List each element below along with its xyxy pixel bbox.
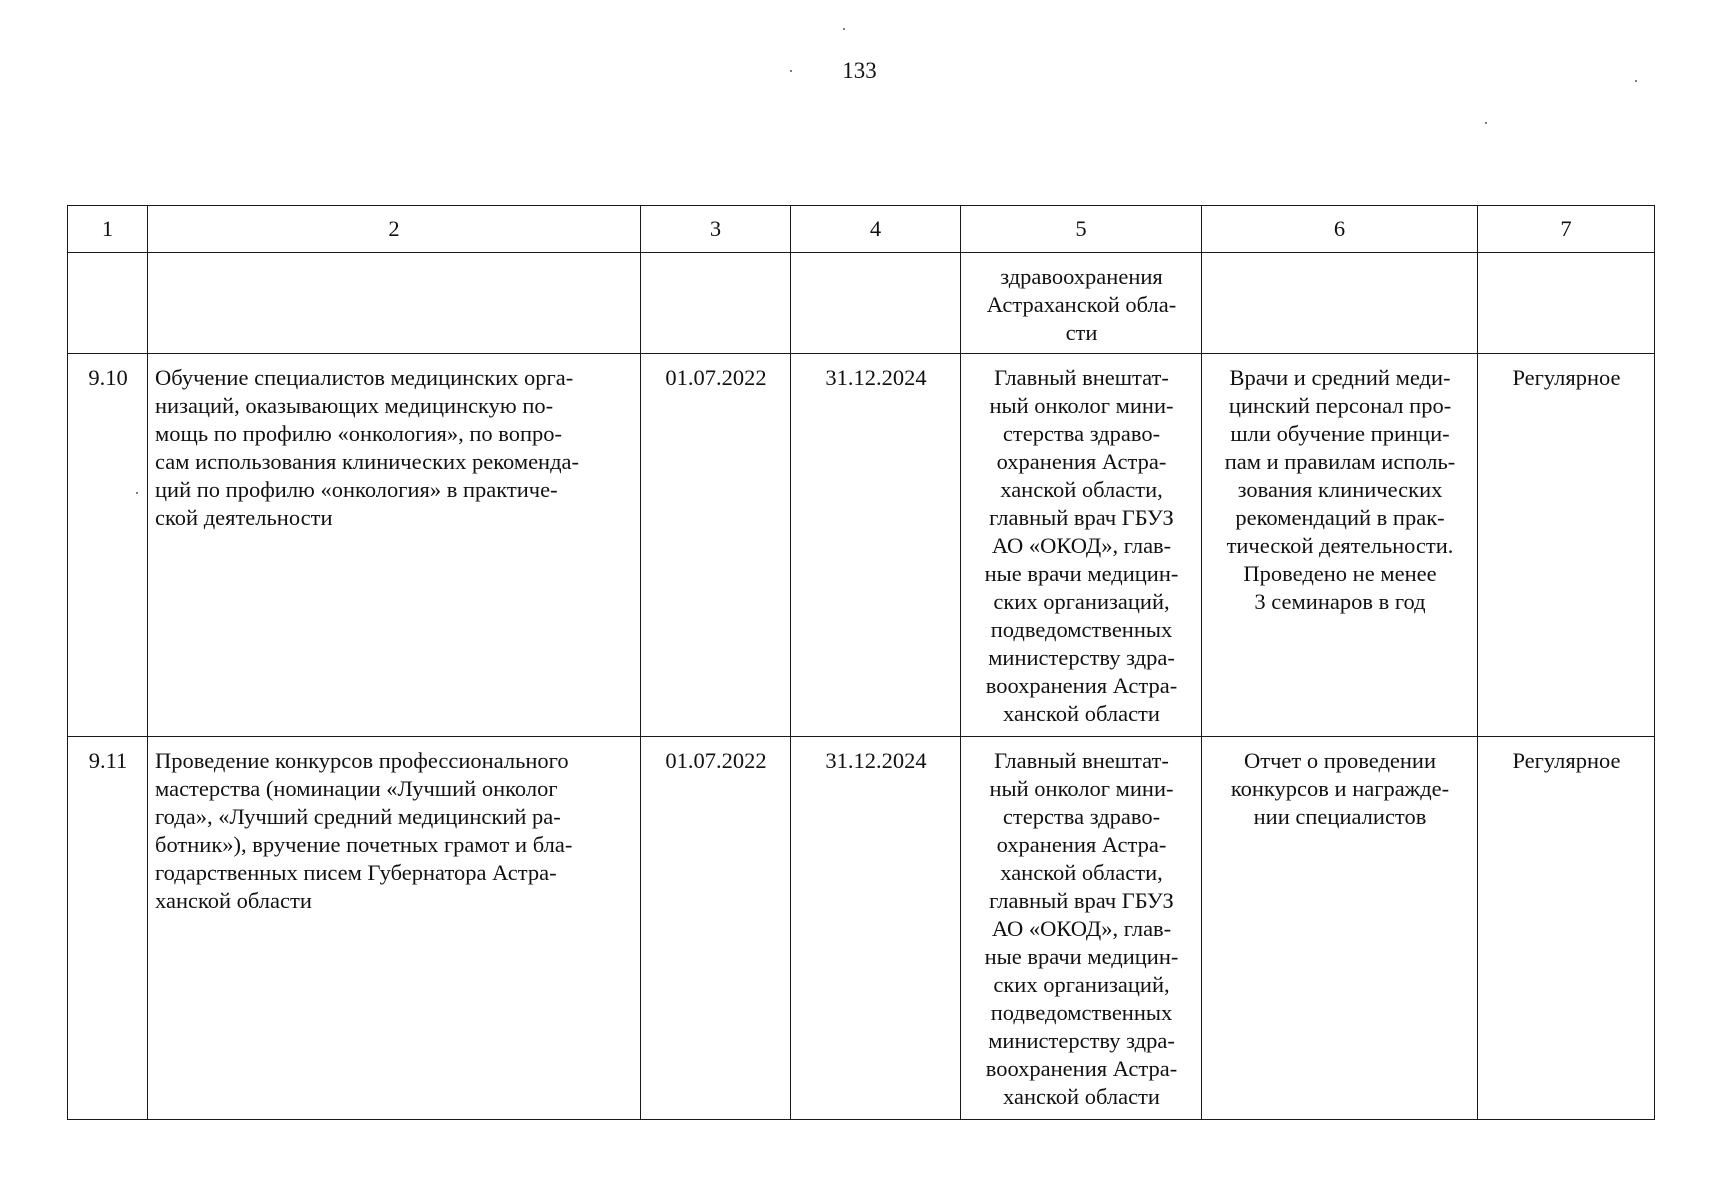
scan-speck bbox=[136, 492, 138, 494]
responsible: Главный внештат- ный онколог мини- стерства здраво- охранения Астра- ханской области, главный врач ГБУЗ АО «ОКОД», глав- ные врачи медицин- ских организаций, подведомственных министерству здра- воохранения Астра- ханской области bbox=[961, 354, 1202, 737]
continuation-row bbox=[68, 253, 1655, 354]
activity-name: Проведение конкурсов профессионального мастерства (номинации «Лучший онколог года», «Лучший средний медицинский ра- ботник»), вручение почетных грамот и бла- годарственных писем Губернатора Астра- ханской области bbox=[148, 737, 641, 1120]
header-col-3: 3 bbox=[641, 206, 791, 253]
end-date: 31.12.2024 bbox=[791, 737, 961, 1120]
responsible: Главный внештат- ный онколог мини- стерства здраво- охранения Астра- ханской области, главный врач ГБУЗ АО «ОКОД», глав- ные врачи медицин- ских организаций, подведомственных министерству здра- воохранения Астра- ханской области bbox=[961, 737, 1202, 1120]
start-date: 01.07.2022 bbox=[641, 737, 791, 1120]
scan-speck bbox=[1485, 122, 1487, 124]
header-col-2: 2 bbox=[148, 206, 641, 253]
expected-result: Врачи и средний меди- цинский персонал про- шли обучение принци- пам и правилам исполь- зования клинических рекомендаций в прак- тической деятельности. Проведено не менее 3 семинаров в год bbox=[1202, 354, 1478, 737]
cont-cell-responsible: здравоохранения Астраханской обла- сти bbox=[961, 253, 1202, 354]
scan-speck bbox=[790, 70, 792, 72]
table-row-9-10 bbox=[68, 354, 1655, 737]
header-col-4: 4 bbox=[791, 206, 961, 253]
table-row-9-11 bbox=[68, 737, 1655, 1120]
start-date: 01.07.2022 bbox=[641, 354, 791, 737]
activity-type: Регулярное bbox=[1478, 354, 1655, 737]
row-number: 9.11 bbox=[68, 737, 148, 1120]
cont-cell-1 bbox=[68, 253, 148, 354]
scan-speck bbox=[843, 28, 845, 30]
activity-type: Регулярное bbox=[1478, 737, 1655, 1120]
header-col-6: 6 bbox=[1202, 206, 1478, 253]
activity-name: Обучение специалистов медицинских орга- низаций, оказывающих медицинскую по- мощь по профилю «онкология», по вопро- сам использования клинических рекоменда- ций по профилю «онкология» в практиче- ской деятельности bbox=[148, 354, 641, 737]
header-col-5: 5 bbox=[961, 206, 1202, 253]
scan-speck bbox=[1635, 80, 1637, 82]
header-row bbox=[68, 206, 1655, 253]
header-col-1: 1 bbox=[68, 206, 148, 253]
end-date: 31.12.2024 bbox=[791, 354, 961, 737]
cont-cell-4 bbox=[791, 253, 961, 354]
cont-cell-7 bbox=[1478, 253, 1655, 354]
header-col-7: 7 bbox=[1478, 206, 1655, 253]
expected-result: Отчет о проведении конкурсов и награжде- нии специалистов bbox=[1202, 737, 1478, 1120]
row-number: 9.10 bbox=[68, 354, 148, 737]
cont-cell-6 bbox=[1202, 253, 1478, 354]
page-number: 133 bbox=[842, 58, 877, 83]
plan-table bbox=[67, 205, 1655, 1120]
cont-cell-2 bbox=[148, 253, 641, 354]
cont-cell-3 bbox=[641, 253, 791, 354]
